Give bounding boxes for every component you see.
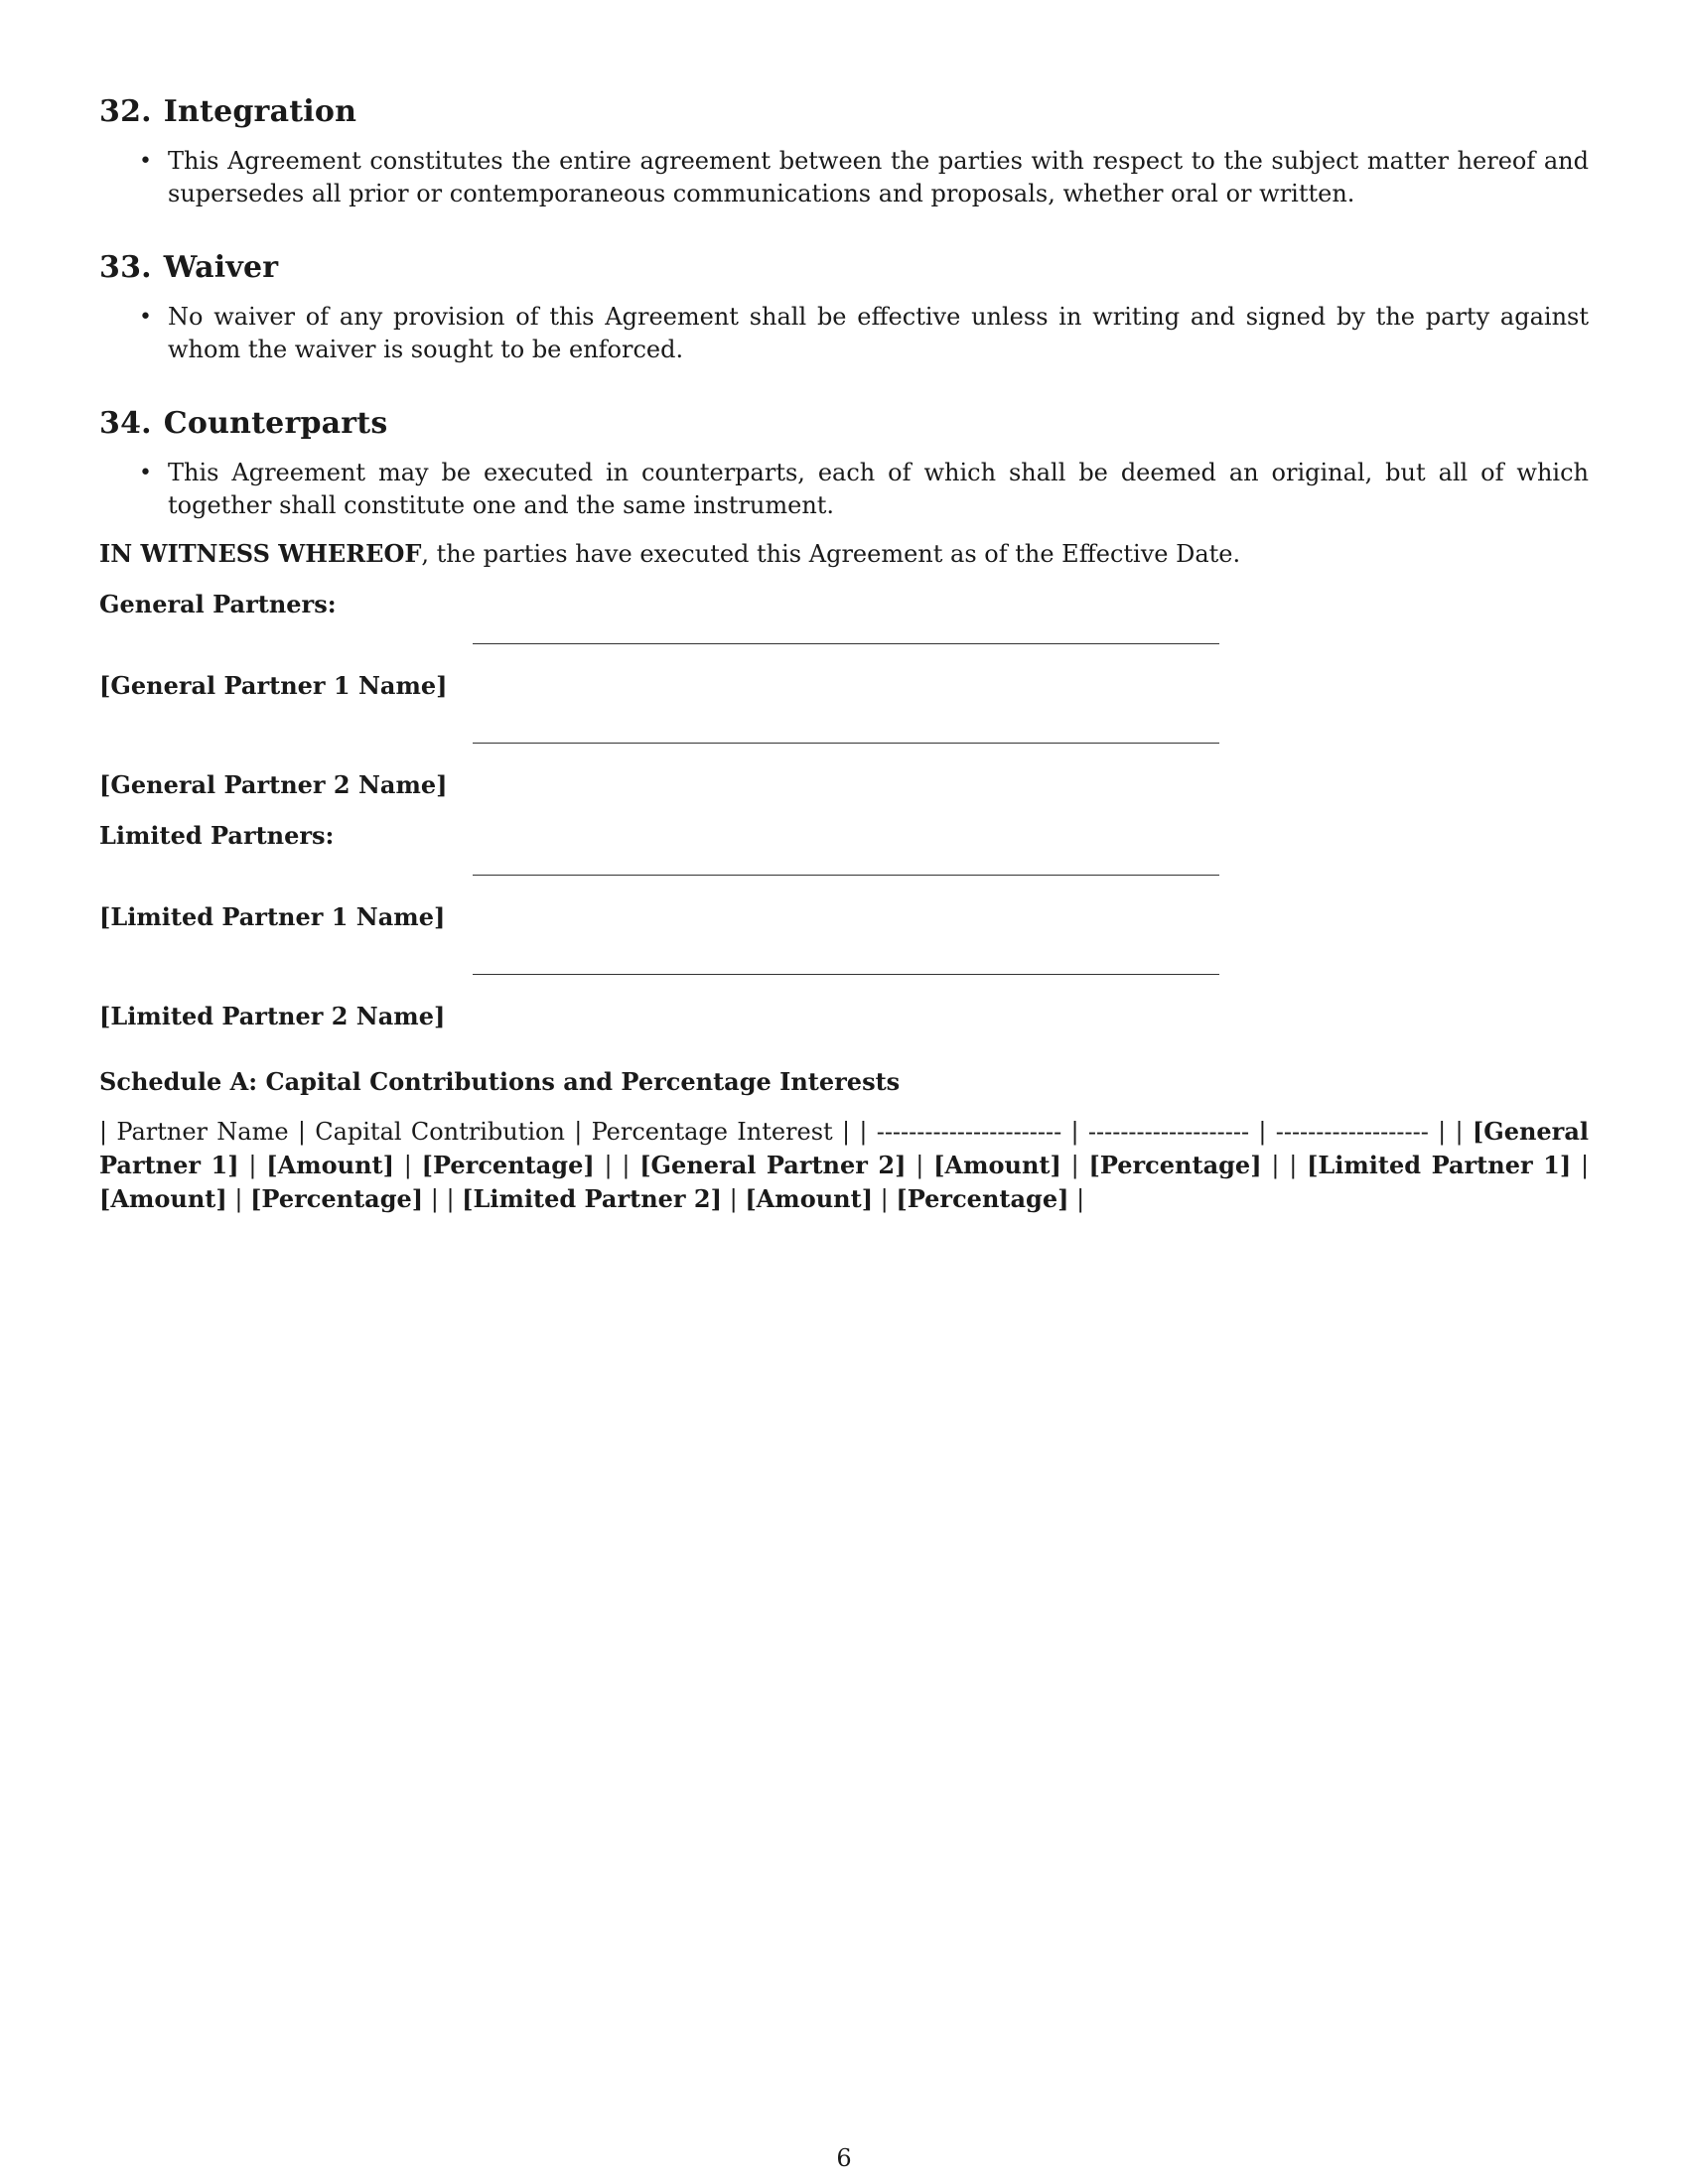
signature-block-gp2: [99, 720, 1589, 819]
signature-name: [General Partner 1 Name]: [99, 671, 448, 700]
limited-partners-label: Limited Partners:: [99, 821, 335, 850]
bullet-item: • This Agreement may be executed in counterparts, each of which shall be deemed an original, but all of which together shall constitute one and the same instrument.: [99, 457, 1589, 522]
witness-clause: IN WITNESS WHEREOF, the parties have executed this Agreement as of the Effective Date.: [99, 539, 1241, 568]
bullet-list: [99, 301, 1589, 366]
signature-line: [473, 743, 1219, 744]
signature-line: [473, 974, 1219, 975]
bullet-item: • No waiver of any provision of this Agreement shall be effective unless in writing and signed by the party against whom the waiver is sought to be enforced.: [99, 301, 1589, 366]
signature-block-lp2: [99, 951, 1589, 1050]
bullet-list: [99, 457, 1589, 522]
bullet-item: • This Agreement constitutes the entire agreement between the parties with respect to the subject matter hereof and supersedes all prior or contemporaneous communications and proposals, whether oral or written.: [99, 145, 1589, 210]
signature-name: [General Partner 2 Name]: [99, 770, 448, 799]
bullet-list: [99, 145, 1589, 210]
schedule-header-row: | Partner Name | Capital Contribution | Percentage Interest | | ----------------------- | -------------------- | ------------------- | |: [99, 1118, 1464, 1146]
signature-block-gp1: [99, 620, 1589, 720]
schedule-title: Schedule A: Capital Contributions and Percentage Interests: [99, 1067, 901, 1096]
page-number: 6: [836, 2144, 852, 2172]
schedule-table-text: | Partner Name | Capital Contribution | Percentage Interest | | ----------------------- | -------------------- | ------------------- | | [General Partner 1] | [Amount] | [Percentage] | | [General Partner 2] | [Amount] | [Percentage] | | [Limited Partner 1] | [Amount] | [Percentage] | | [Limited Partner 2] | [Amount] | [Percentage] |: [99, 1117, 1590, 1213]
signature-name: [Limited Partner 2 Name]: [99, 1002, 446, 1030]
document-page: [99, 94, 1589, 1216]
section-heading: 33. Waiver: [99, 250, 279, 285]
signature-name: [Limited Partner 1 Name]: [99, 902, 446, 931]
section-heading: 34. Counterparts: [99, 406, 388, 441]
signature-line: [473, 875, 1219, 876]
signature-line: [473, 643, 1219, 644]
signature-block-lp1: [99, 852, 1589, 951]
section-heading: 32. Integration: [99, 94, 357, 129]
section-waiver: [99, 250, 1589, 366]
section-integration: [99, 94, 1589, 210]
general-partners-label: General Partners:: [99, 590, 337, 618]
section-counterparts: [99, 406, 1589, 522]
